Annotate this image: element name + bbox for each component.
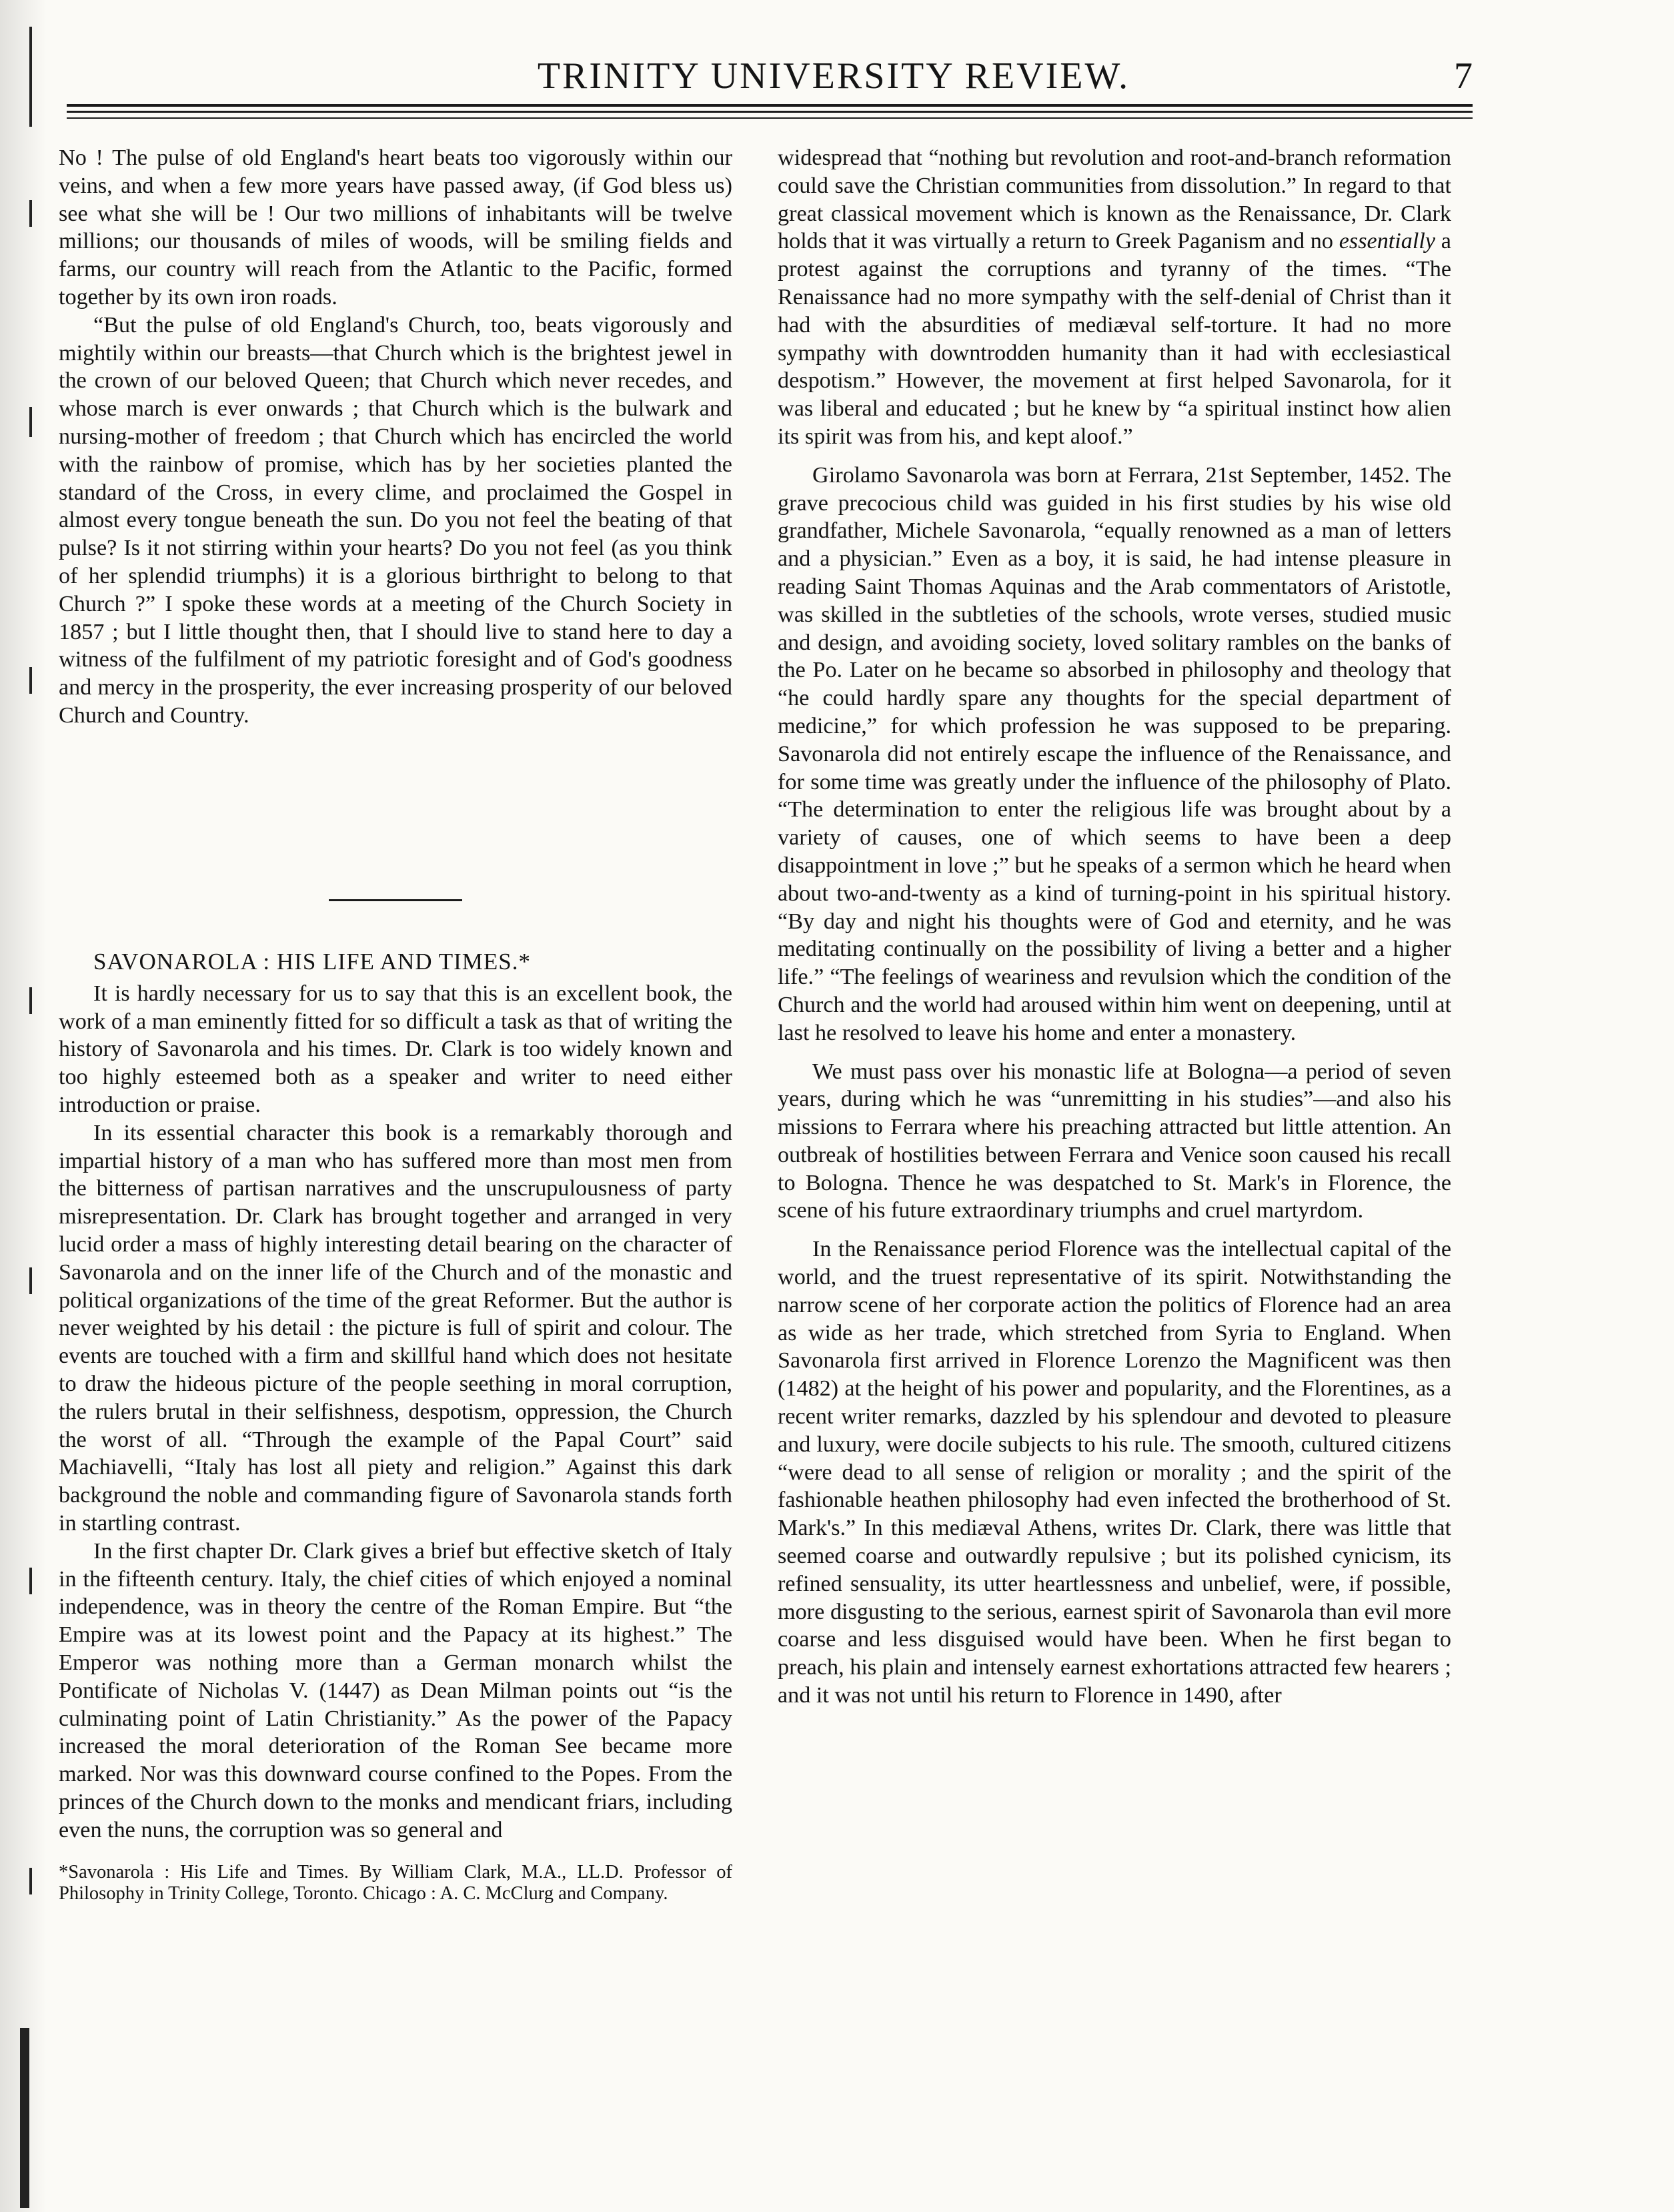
paragraph: In its essential character this book is a remarkably thorough and impartial history of a man who has suffered more than most men from the bitterness of partisan narratives and the unscrupulousness of party misrepresentation. Dr. Clark has brought together and arranged in very lucid order a mass of highly interesting detail bearing on the character of Savonarola and on the inner life of the Church and of the monastic and political organizations of the time of the great Reformer. But the author is never weighted by his detail : the picture is full of spirit and colour. The events are touched with a firm and skillful hand which does not hesitate to draw the hideous picture of the people seething in moral corruption, the rulers brutal in their selfishness, despotism, oppression, the Church the worst of all. “Through the example of the Papal Court” said Machiavelli, “Italy has lost all piety and religion.” Against this dark background the noble and commanding figure of Savonarola stands forth in startling contrast. <box>59 1120 732 1536</box>
paragraph-text: a protest against the corruptions and tyranny of the times. “The Renaissance had no more sympathy with the self-denial of Christ than it had with the absurdities of mediæval self-torture. It had no more sympathy with downtrodden humanity than it had with ecclesiastical despotism.” However, the movement at first helped Savonarola, for it was liberal and educated ; but he knew by “a spiritual instinct how alien its spirit was from his, and kept aloof.” <box>778 229 1451 449</box>
right-column <box>778 144 1451 2172</box>
left-column <box>59 144 732 2172</box>
paragraph <box>778 144 1451 451</box>
page-number: 7 <box>1454 55 1473 97</box>
paragraph: Girolamo Savonarola was born at Ferrara, 21st September, 1452. The grave precocious child was guided in his first studies by his wise old grandfather, Michele Savonarola, “equally renowned as a man of letters and a physician.” Even as a boy, it is said, he had intense pleasure in reading Saint Thomas Aquinas and the Arab commentators of Aristotle, was skilled in the subtleties of the schools, wrote verses, studied music and design, and avoiding society, loved solitary rambles on the banks of the Po. Later on he became so absorbed in philosophy and theology that “he could hardly spare any thoughts for the special department of medicine,” for which profession he was supposed to be preparing. Savonarola did not entirely escape the influence of the Renaissance, and for some time was greatly under the influence of the philosophy of Plato. “The determination to enter the religious life was brought about by a variety of causes, one of which seems to have been a deep disappointment in love ;” but he speaks of a sermon which he heard when about two-and-twenty as a kind of turning-point in his spiritual history. “By day and night his thoughts were of God and eternity, and he was meditating continually on the possibility of living a better and a higher life.” “The feelings of weariness and revulsion which the condition of the Church and the world had aroused within him went on deepening, until at last he resolved to leave his home and enter a monastery. <box>778 462 1451 1045</box>
paragraph: In the Renaissance period Florence was the intellectual capital of the world, and the truest representative of its spirit. Notwithstanding the narrow scene of her corporate action the politics of Florence had an area as wide as her trade, which stretched from Syria to England. When Savonarola first arrived in Florence Lorenzo the Magnificent was then (1482) at the height of his power and popularity, and the Florentines, as a recent writer remarks, dazzled by his splendour and devoted to pleasure and luxury, were docile subjects to his rule. The smooth, cultured citizens “were dead to all sense of religion or morality ; and the spirit of the fashionable heathen philosophy had even infected the brotherhood of St. Mark's.” In this mediæval Athens, writes Dr. Clark, there was little that seemed coarse and outwardly repulsive ; but its polished cynicism, its refined sensuality, its utter heartlessness and unbelief, were, if possible, more disgusting to the serious, earnest spirit of Savonarola than evil more coarse and less disguised would have been. When he first began to preach, his plain and intensely earnest exhortations attracted few hearers ; and it was not until his return to Florence in 1490, after <box>778 1237 1451 1708</box>
scan-margin-shadow <box>0 0 47 2212</box>
footnote-text: *Savonarola : His Life and Times. By William Clark, M.A., LL.D. Professor of Philosophy in Trinity College, Toronto. Chicago : A. C. McClurg and Company. <box>59 1861 732 1904</box>
paragraph: We must pass over his monastic life at Bologna—a period of seven years, during which he was “unremitting in his studies”—and also his missions to Ferrara where his preaching attracted but little attention. An outbreak of hostilities between Ferrara and Venice soon caused his recall to Bologna. Thence he was despatched to St. Mark's in Florence, the scene of his future extraordinary triumphs and cruel martyrdom. <box>778 1059 1451 1223</box>
running-title: TRINITY UNIVERSITY REVIEW. <box>537 55 1130 97</box>
paragraph-text: widespread that “nothing but revolution and root-and-branch reformation could save the Christian communities from dissolution.” In regard to that great classical movement which is known as the Renaissance, Dr. Clark holds that it was virtually a return to Greek Paganism and no <box>778 145 1451 254</box>
header-rule <box>67 104 1473 131</box>
article-title: SAVONAROLA : HIS LIFE AND TIMES.* <box>93 949 531 975</box>
paragraph: No ! The pulse of old England's heart beats too vigorously within our veins, and when a few more years have passed away, (if God bless us) see what she will be ! Our two millions of inhabitants will be twelve millions; our thousands of miles of woods, will be smiling fields and farms, our country will reach from the Atlantic to the Pacific, formed together by its own iron roads. <box>59 145 732 310</box>
paragraph: “But the pulse of old England's Church, too, beats vigorously and mightily within our breasts—that Church which is the brightest jewel in the crown of our beloved Queen; that Church which never recedes, and whose march is ever onwards ; that Church which is the bulwark and nursing-mother of freedom ; that Church which has encircled the world with the rainbow of promise, which has by her societies planted the standard of the Cross, in every clime, and proclaimed the Gospel in almost every tongue beneath the sun. Do you not feel the beating of that pulse? Is it not stirring within your hearts? Do you not feel (as you think of her splendid triumphs) it is a glorious birthright to belong to that Church ?” I spoke these words at a meeting of the Church Society in 1857 ; but I little thought then, that I should live to stand here to day a witness of the fulfilment of my patriotic foresight and of God's goodness and mercy in the prosperity, the ever increasing prosperity of our beloved Church and Country. <box>59 312 732 728</box>
footnote <box>59 1862 732 1904</box>
emphasis: essentially <box>1339 229 1436 254</box>
speech-excerpt <box>59 144 732 851</box>
paragraph: It is hardly necessary for us to say that this is an excellent book, the work of a man eminently fitted for so difficult a task as that of writing the history of Savonarola and his times. Dr. Clark is too widely known and too highly esteemed both as a speaker and writer to need either introduction or praise. <box>59 981 732 1117</box>
paragraph: In the first chapter Dr. Clark gives a brief but effective sketch of Italy in the fifteenth century. Italy, the chief cities of which enjoyed a nominal independence, was in theory the centre of the Roman Empire. But “the Empire was at its lowest point and the Papacy at its highest.” The Emperor was nothing more than a German monarch whilst the Pontificate of Nicholas V. (1447) as Dean Milman points out “is the culminating point of Latin Christianity.” As the power of the Papacy increased the moral deterioration of the Roman See became more marked. Nor was this downward course confined to the Popes. From the princes of the Church down to the monks and mendicant friars, including even the nuns, the corruption was so general and <box>59 1538 732 1842</box>
section-separator <box>329 899 462 901</box>
